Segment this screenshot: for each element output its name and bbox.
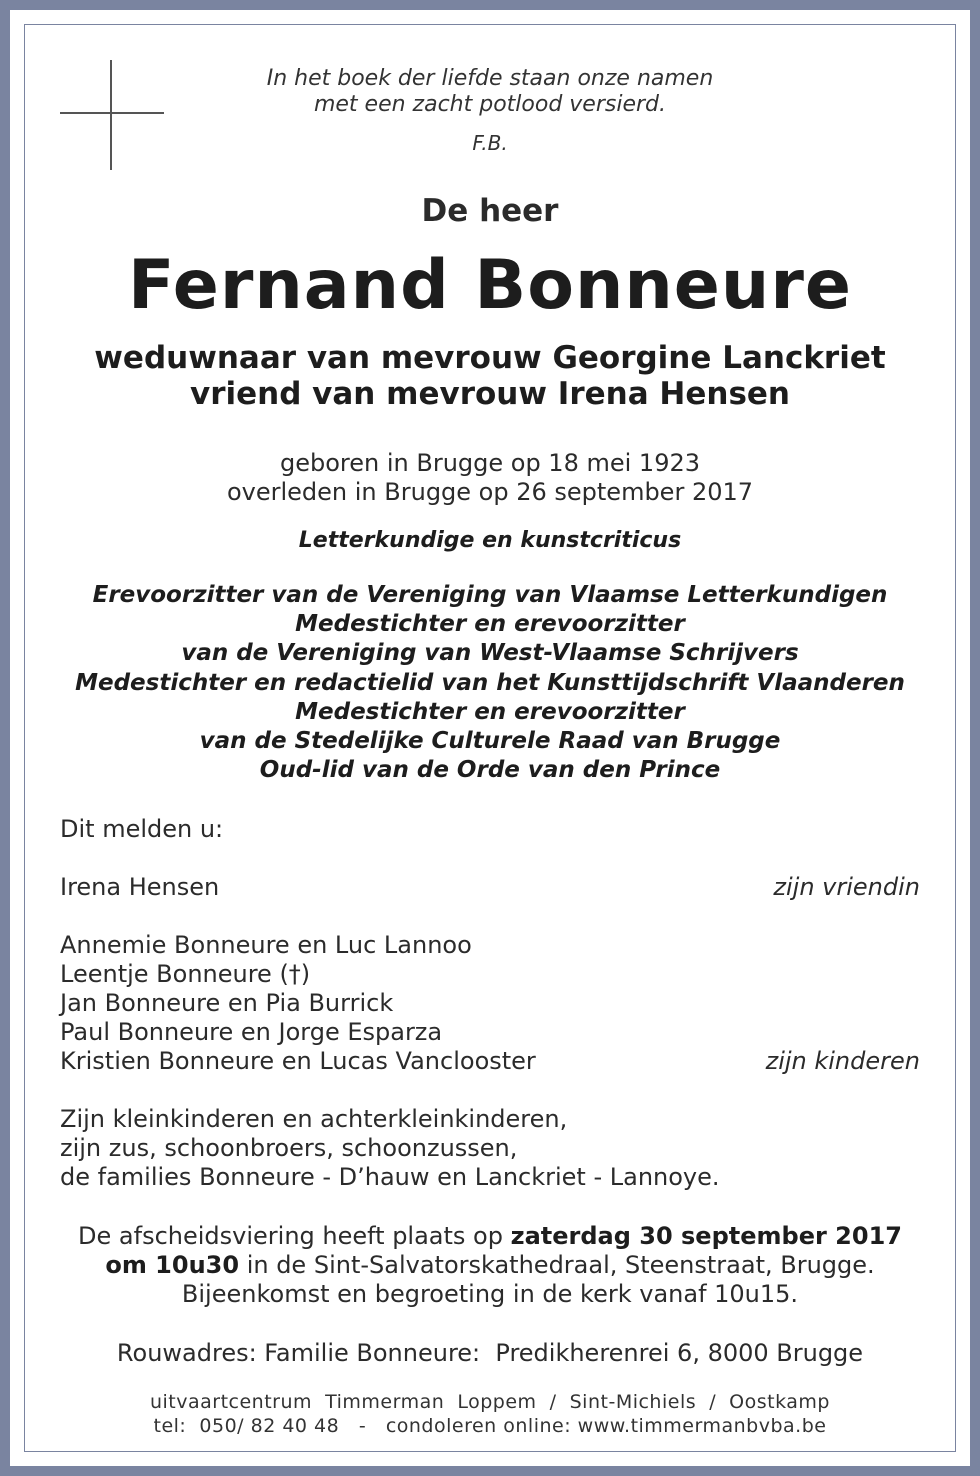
profession: Letterkundige en kunstcriticus (298, 528, 682, 553)
family-list (60, 1105, 720, 1192)
child-line: Annemie Bonneure en Luc Lannoo (60, 931, 472, 959)
friend-name: Irena Hensen (60, 873, 220, 901)
footer-line-2: tel: 050/ 82 40 48 - condoleren online: www.timmermanbvba.be (153, 1415, 827, 1437)
title-line: Erevoorzitter van de Vereniging van Vlaamse Letterkundigen (92, 582, 888, 608)
poem-line: met een zacht potlood versierd. (313, 92, 667, 117)
family-line: Zijn kleinkinderen en achterkleinkinderen, (60, 1105, 568, 1133)
title-line: van de Stedelijke Culturele Raad van Brugge (199, 728, 781, 755)
salutation: De heer (421, 193, 559, 229)
children-list (60, 931, 536, 1076)
family-line: zijn zus, schoonbroers, schoonzussen, (60, 1134, 518, 1162)
life-dates (0, 449, 980, 507)
child-line: Kristien Bonneure en Lucas Vanclooster (60, 1047, 536, 1075)
title-line: van de Vereniging van West-Vlaamse Schrijvers (181, 640, 799, 667)
title-line: Medestichter en erevoorzitter (295, 611, 685, 638)
death-line: overleden in Brugge op 26 september 2017 (226, 478, 754, 506)
service-line-3: Bijeenkomst en begroeting in de kerk vanaf 10u15. (181, 1280, 799, 1308)
family-line: de families Bonneure - D’hauw en Lanckriet - Lannoye. (60, 1163, 720, 1191)
service-line-1 (0, 1222, 980, 1251)
poem-line: In het boek der liefde staan onze namen (266, 66, 714, 91)
funeral-home-footer (0, 1390, 980, 1438)
relations (0, 340, 980, 412)
service-info (0, 1222, 980, 1309)
honorary-titles (0, 581, 980, 785)
deceased-name: Fernand Bonneure (128, 246, 852, 325)
mourning-address: Rouwadres: Familie Bonneure: Predikherenrei 6, 8000 Brugge (116, 1339, 864, 1367)
poem-author: F.B. (472, 131, 508, 155)
service-date: zaterdag 30 september 2017 (510, 1222, 902, 1250)
footer-line-1: uitvaartcentrum Timmerman Loppem / Sint-Michiels / Oostkamp (149, 1391, 830, 1413)
friend-role: zijn vriendin (773, 873, 920, 901)
title-line: Medestichter en erevoorzitter (295, 698, 685, 725)
title-line: Oud-lid van de Orde van den Prince (259, 757, 721, 784)
relation-line: weduwnaar van mevrouw Georgine Lanckriet (94, 340, 886, 376)
service-text: De afscheidsviering heeft plaats op (78, 1222, 511, 1250)
child-line: Jan Bonneure en Pia Burrick (60, 989, 394, 1017)
announcement-intro: Dit melden u: (60, 815, 224, 843)
child-line: Leentje Bonneure (†) (60, 960, 311, 988)
child-line: Paul Bonneure en Jorge Esparza (60, 1018, 443, 1046)
poem (0, 66, 980, 118)
title-line: Medestichter en redactielid van het Kunsttijdschrift Vlaanderen (75, 669, 905, 696)
service-location: in de Sint-Salvatorskathedraal, Steenstraat, Brugge. (239, 1251, 875, 1279)
children-role: zijn kinderen (765, 1047, 920, 1075)
birth-line: geboren in Brugge op 18 mei 1923 (279, 449, 700, 477)
relation-line: vriend van mevrouw Irena Hensen (189, 376, 791, 412)
service-time: om 10u30 (105, 1251, 240, 1279)
service-line-2 (0, 1251, 980, 1280)
